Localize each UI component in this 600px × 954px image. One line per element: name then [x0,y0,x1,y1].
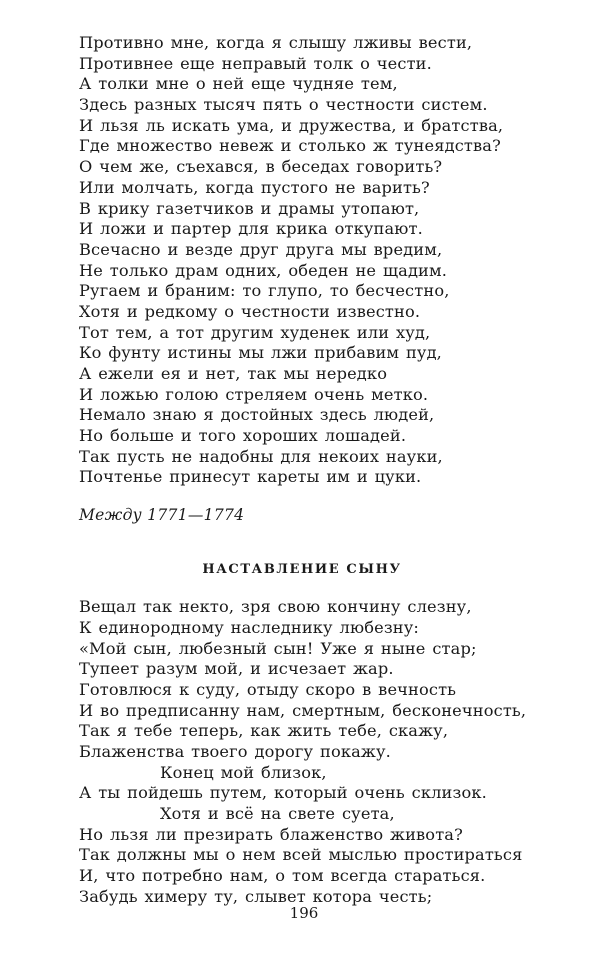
poem-line: И во предписанну нам, смертным, бесконечность, [79,700,527,720]
poem-line: О чем же, съехався, в беседах говорить? [79,157,443,177]
poem-line: И ложи и партер для крика откупают. [79,219,423,239]
poem-line: Так пусть не надобны для некоих науки, [79,446,443,466]
poem-line: Всечасно и везде друг друга мы вредим, [79,239,443,259]
poem-line: «Мой сын, любезный сын! Уже я ныне стар; [79,638,477,658]
poem-line: Так должны мы о нем всей мыслью простираться [79,845,523,865]
poem-line: А ты пойдешь путем, который очень склизок. [79,783,487,803]
poem-line: Или молчать, когда пустого не варить? [79,177,430,197]
poem-line: Противно мне, когда я слышу лживы вести, [79,33,473,52]
poem-line: Почтенье принесут кареты им и цуки. [79,467,422,487]
poem-date: Между 1771—1774 [79,506,245,525]
poem-line: Не только драм одних, обеден не щадим. [79,260,448,280]
poem-line: Готовлюся к суду, отыду скоро в вечность [79,679,457,699]
poem-1 [79,33,539,488]
poem-line: Немало знаю я достойных здесь людей, [79,405,435,425]
poem-line: И ложью голою стреляем очень метко. [79,384,429,404]
poem-line: Хотя и редкому о честности известно. [79,301,421,321]
poem-line: Так я тебе теперь, как жить тебе, скажу, [79,721,449,741]
poem-line: Но больше и того хороших лошадей. [79,426,407,446]
poem-line: К единородному наследнику любезну: [79,617,420,637]
poem-line: Здесь разных тысяч пять о честности систем. [79,95,488,115]
page-number: 196 [289,904,319,922]
poem-line: Забудь химеру ту, слывет котора честь; [79,886,433,906]
poem-line: А ежели ея и нет, так мы нередко [79,364,388,383]
poem-line: Где множество невеж и столько ж тунеядства? [79,136,501,156]
poem-2 [79,597,539,907]
poem-title: НАСТАВЛЕНИЕ СЫНУ [202,562,402,578]
poem-line: Вещал так некто, зря свою кончину слезну, [79,597,472,617]
poem-line: Тот тем, а тот другим худенек или худ, [79,322,431,342]
poem-line: Ко фунту истины мы лжи прибавим пуд, [79,343,442,363]
poem-line: Но льзя ли презирать блаженство живота? [79,824,463,844]
book-page [79,33,539,907]
poem-line: И, что потребно нам, о том всегда стараться. [79,866,486,886]
poem-line: Противнее еще неправый толк о чести. [79,53,432,73]
poem-line-indented: Конец мой близок, [160,762,327,782]
poem-line: И льзя ль искать ума, и дружества, и братства, [79,115,504,135]
poem-line: Блаженства твоего дорогу покажу. [79,741,391,761]
poem-line: Тупеет разум мой, и исчезает жар. [79,659,394,679]
poem-line-indented: Хотя и всё на свете суета, [160,804,395,823]
poem-line: Ругаем и браним: то глупо, то бесчестно, [79,281,450,301]
poem-line: А толки мне о ней еще чудняе тем, [79,74,398,94]
poem-line: В крику газетчиков и драмы утопают, [79,198,420,218]
